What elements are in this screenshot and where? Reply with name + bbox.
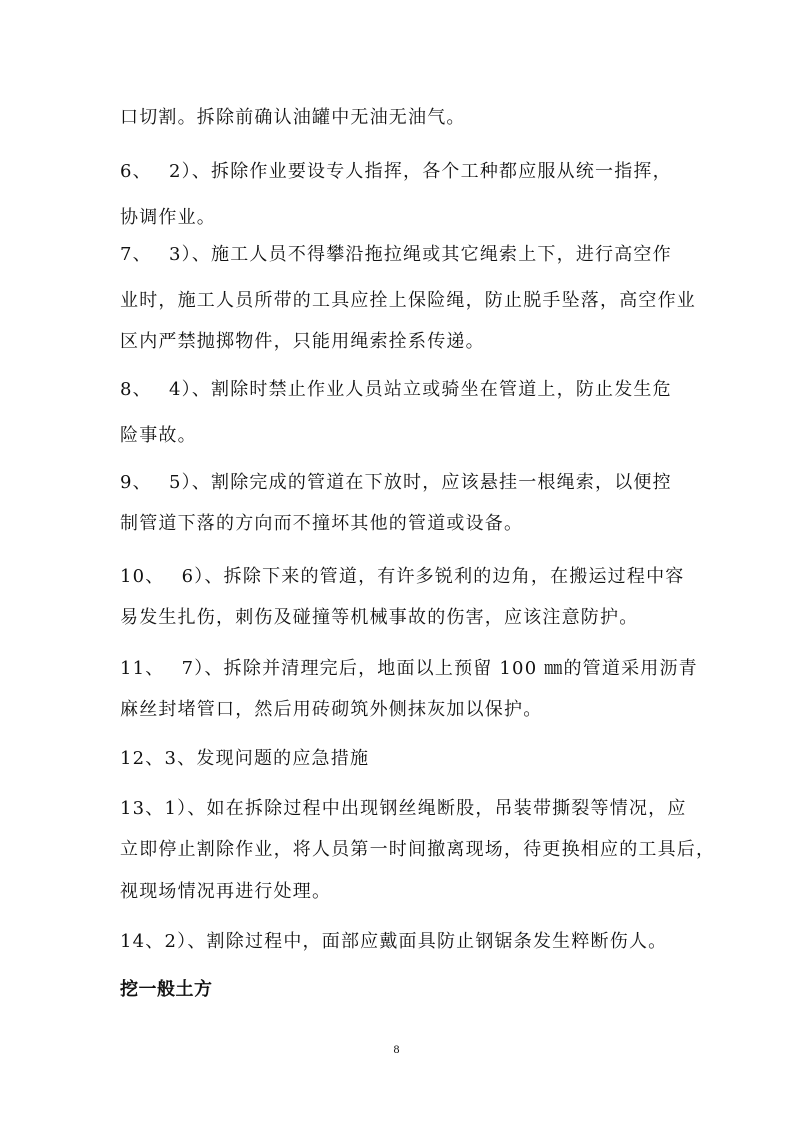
text-line: 8、 4）、割除时禁止作业人员站立或骑坐在管道上，防止发生危 (120, 379, 672, 400)
text-line: 11、 7）、拆除并清理完后，地面以上预留 100 ㎜的管道采用沥青 (120, 658, 698, 679)
text-line: 视现场情况再进行处理。 (120, 881, 332, 902)
text-line: 6、 2）、拆除作业要设专人指挥，各个工种都应服从统一指挥， (120, 161, 672, 182)
text-line: 7、 3）、施工人员不得攀沿拖拉绳或其它绳索上下，进行高空作 (120, 244, 672, 265)
text-line: 制管道下落的方向而不撞坏其他的管道或设备。 (120, 513, 524, 534)
text-line: 10、 6）、拆除下来的管道，有许多锐利的边角，在搬运过程中容 (120, 566, 685, 587)
text-line: 口切割。拆除前确认油罐中无油无油气。 (120, 107, 466, 128)
text-line: 业时，施工人员所带的工具应拴上保险绳，防止脱手坠落，高空作业 (120, 290, 696, 311)
section-heading: 挖一般土方 (120, 979, 213, 1000)
text-line: 易发生扎伤，刺伤及碰撞等机械事故的伤害，应该注意防护。 (120, 607, 639, 628)
text-line: 区内严禁抛掷物件，只能用绳索拴系传递。 (120, 331, 485, 352)
page-number: 8 (393, 1042, 400, 1056)
section-heading-line: 12、3、发现问题的应急措施 (120, 748, 370, 769)
text-line: 9、 5）、割除完成的管道在下放时，应该悬挂一根绳索，以便控 (120, 472, 672, 493)
text-line: 14、2）、割除过程中，面部应戴面具防止钢锯条发生粹断伤人。 (120, 931, 668, 952)
text-line: 险事故。 (120, 425, 197, 446)
text-line: 立即停止割除作业，将人员第一时间撤离现场，待更换相应的工具后， (120, 839, 716, 860)
text-line: 13、1）、如在拆除过程中出现钢丝绳断股，吊装带撕裂等情况，应 (120, 798, 687, 819)
text-line: 协调作业。 (120, 207, 216, 228)
text-line: 麻丝封堵管口，然后用砖砌筑外侧抹灰加以保护。 (120, 699, 543, 720)
